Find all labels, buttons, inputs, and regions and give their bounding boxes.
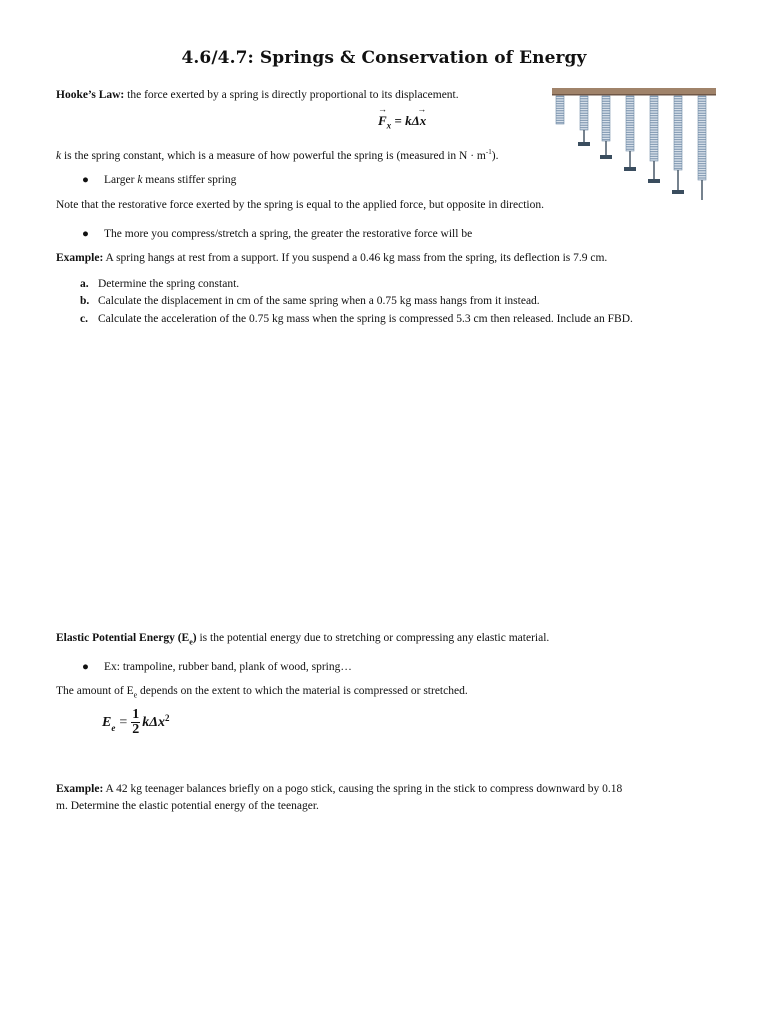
k-superscript: -1: [485, 148, 492, 156]
example1-text: A spring hangs at rest from a support. If you suspend a 0.46 kg mass from the spring, its deflection is 7.9 cm.: [103, 252, 608, 264]
hooke-definition: [56, 88, 459, 102]
hooke-equation: [378, 104, 427, 131]
bullet-examples: [82, 660, 352, 674]
example1-statement: [56, 251, 607, 265]
example1-item-c: [80, 312, 633, 326]
eq-numerator: 1: [132, 707, 140, 722]
hanging-mass: [578, 142, 590, 146]
example1-item-a: [80, 277, 239, 291]
bullet1-k: k: [137, 174, 143, 186]
equation-rhs-wrap: [394, 104, 427, 129]
elastic-label: Elastic Potential Energy $(E_e)$: [56, 632, 197, 647]
example1-item-b: [80, 294, 540, 308]
spring-constant-text: [56, 145, 498, 163]
elastic-amount: The amount of $E_e$ depends on the extent to which the material is compressed or stretched.: [56, 685, 468, 700]
item-text: Calculate the acceleration of the 0.75 kg mass when the spring is compressed 5.3 cm then released. Include an FBD.: [98, 313, 633, 325]
bullet-examples-text: Ex: trampoline, rubber band, plank of wood, spring…: [104, 661, 352, 673]
spring-coil: [602, 96, 610, 141]
force-vector: [378, 104, 392, 131]
hanging-mass: [672, 190, 684, 194]
example2-label: Example:: [56, 783, 104, 795]
example2-text-line2: m. Determine the elastic potential energy of the teenager.: [56, 800, 319, 812]
spring-coil: [698, 96, 706, 180]
hanging-mass: [600, 155, 612, 159]
vector-arrow-icon-2: →: [417, 104, 427, 114]
spring-coil: [650, 96, 658, 161]
eq-sub: e: [111, 722, 116, 733]
k-end: ).: [491, 149, 499, 162]
item-letter: a.: [80, 278, 89, 290]
item-letter: b.: [80, 295, 90, 307]
eq-fraction: [131, 708, 140, 737]
hanging-mass: [648, 179, 660, 183]
eq-lhs: E: [102, 714, 112, 730]
bullet-icon: ●: [82, 228, 89, 240]
spring-coil: [626, 96, 634, 151]
spring-coil: [674, 96, 682, 170]
elastic-definition: [56, 631, 549, 649]
k-description: is the spring constant, which is a measure of how powerful the spring is (measured in N · m: [61, 149, 486, 162]
hooke-label: Hooke’s Law:: [56, 89, 125, 101]
beam-shadow: [552, 94, 716, 96]
bullet-icon: ●: [82, 174, 89, 186]
vector-arrow-icon: →: [378, 104, 387, 114]
bullet2-text: The more you compress/stretch a spring, the greater the restorative force will be: [104, 228, 473, 240]
page-title: 4.6/4.7: Springs & Conservation of Energy: [181, 48, 587, 68]
eq-equals: =: [119, 714, 128, 730]
hooke-text: the force exerted by a spring is directly proportional to its displacement.: [124, 89, 459, 101]
example2-statement: [56, 782, 622, 813]
equation-rhs: = kΔx: [394, 113, 427, 128]
equation-lhs: F: [378, 113, 387, 128]
hanging-springs-figure: [552, 88, 716, 200]
item-text: Determine the spring constant.: [98, 278, 240, 290]
restorative-note: Note that the restorative force exerted by the spring is equal to the applied force, but opposite in direction.: [56, 199, 544, 211]
example1-label: Example:: [56, 252, 104, 264]
bullet-icon: ●: [82, 661, 89, 673]
eq-sup: 2: [165, 712, 170, 723]
bullet1-pre: Larger: [104, 174, 138, 186]
spring-coil: [580, 96, 588, 130]
example2-text-line1: A 42 kg teenager balances briefly on a pogo stick, causing the spring in the stick to compress downward by 0.18: [103, 783, 623, 795]
item-letter: c.: [80, 313, 88, 325]
eq-rhs: kΔx: [142, 714, 166, 730]
springs-group: [556, 96, 708, 200]
hanging-mass: [624, 167, 636, 171]
bullet1-post: means stiffer spring: [142, 174, 237, 186]
spring-coil: [556, 96, 564, 124]
eq-denominator: 2: [132, 722, 140, 737]
bullet-stiffer: [82, 173, 236, 187]
item-text: Calculate the displacement in cm of the same spring when a 0.75 kg mass hangs from it instead.: [98, 295, 540, 307]
elastic-equation: [102, 708, 170, 737]
support-beam: [552, 88, 716, 95]
bullet-restorative: [82, 227, 472, 241]
k-variable: k: [56, 149, 62, 162]
elastic-text: is the potential energy due to stretching or compressing any elastic material.: [196, 632, 550, 644]
equation-sub: x: [386, 120, 392, 131]
